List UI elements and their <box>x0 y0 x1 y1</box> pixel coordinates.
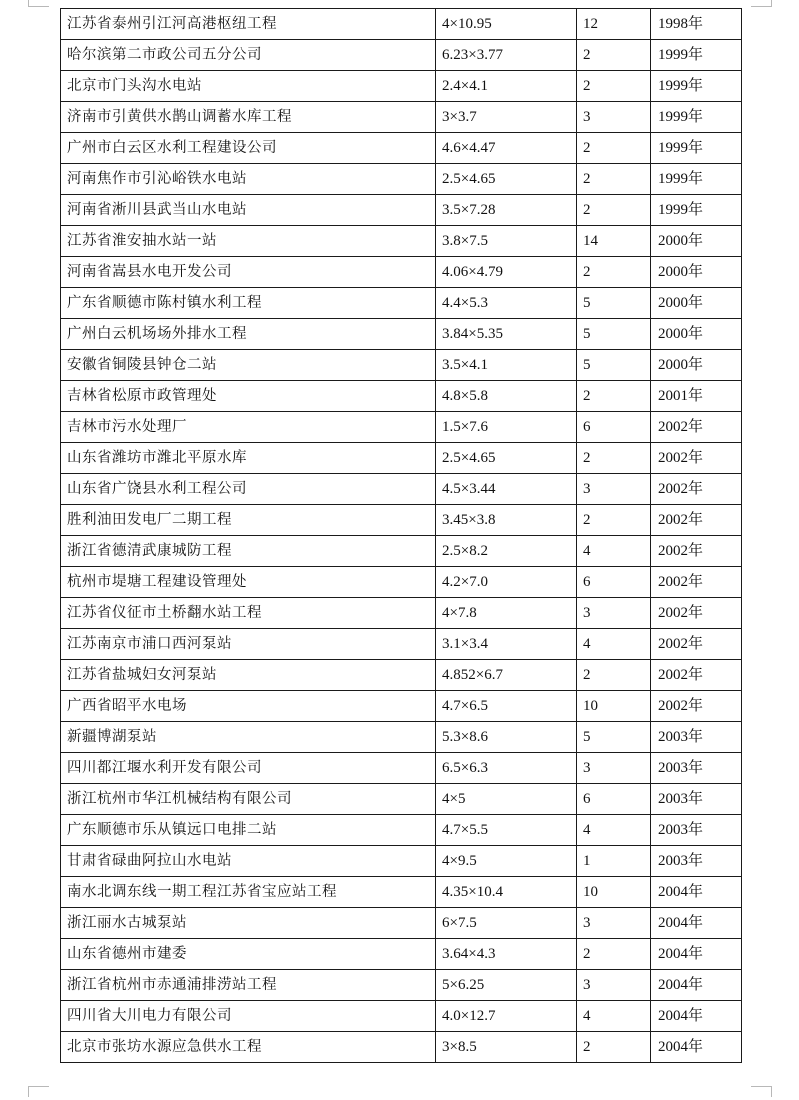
project-name-cell: 广西省昭平水电场 <box>61 691 436 722</box>
year-cell: 2002年 <box>651 505 742 536</box>
project-name-cell: 吉林省松原市政管理处 <box>61 381 436 412</box>
project-name-cell: 河南省嵩县水电开发公司 <box>61 257 436 288</box>
year-cell: 2004年 <box>651 939 742 970</box>
quantity-cell: 3 <box>577 598 651 629</box>
gate-size-cell: 4×5 <box>436 784 577 815</box>
gate-size-cell: 4.06×4.79 <box>436 257 577 288</box>
gate-size-cell: 3.84×5.35 <box>436 319 577 350</box>
quantity-cell: 6 <box>577 784 651 815</box>
table-row <box>61 40 742 71</box>
page-corner-mark <box>28 0 49 7</box>
gate-size-cell: 2.5×4.65 <box>436 164 577 195</box>
project-name-cell: 甘肃省碌曲阿拉山水电站 <box>61 846 436 877</box>
gate-size-cell: 3.64×4.3 <box>436 939 577 970</box>
gate-size-cell: 4×9.5 <box>436 846 577 877</box>
table-row <box>61 691 742 722</box>
table-row <box>61 877 742 908</box>
year-cell: 2002年 <box>651 629 742 660</box>
table-row <box>61 567 742 598</box>
table-row <box>61 598 742 629</box>
gate-size-cell: 6.23×3.77 <box>436 40 577 71</box>
project-name-cell: 江苏省淮安抽水站一站 <box>61 226 436 257</box>
page-corner-mark <box>751 1086 772 1097</box>
project-name-cell: 江苏省盐城妇女河泵站 <box>61 660 436 691</box>
quantity-cell: 10 <box>577 877 651 908</box>
table-body <box>61 9 742 1063</box>
project-name-cell: 广州白云机场场外排水工程 <box>61 319 436 350</box>
table-row <box>61 846 742 877</box>
project-name-cell: 江苏省仪征市土桥翻水站工程 <box>61 598 436 629</box>
gate-size-cell: 5×6.25 <box>436 970 577 1001</box>
project-name-cell: 河南省淅川县武当山水电站 <box>61 195 436 226</box>
gate-size-cell: 1.5×7.6 <box>436 412 577 443</box>
table-row <box>61 71 742 102</box>
year-cell: 2004年 <box>651 908 742 939</box>
gate-size-cell: 4×10.95 <box>436 9 577 40</box>
table-row <box>61 102 742 133</box>
quantity-cell: 2 <box>577 443 651 474</box>
project-name-cell: 胜利油田发电厂二期工程 <box>61 505 436 536</box>
year-cell: 2002年 <box>651 443 742 474</box>
quantity-cell: 2 <box>577 195 651 226</box>
quantity-cell: 10 <box>577 691 651 722</box>
table-row <box>61 629 742 660</box>
project-name-cell: 济南市引黄供水鹊山调蓄水库工程 <box>61 102 436 133</box>
year-cell: 2004年 <box>651 1001 742 1032</box>
project-name-cell: 浙江丽水古城泵站 <box>61 908 436 939</box>
quantity-cell: 2 <box>577 660 651 691</box>
gate-size-cell: 4.7×5.5 <box>436 815 577 846</box>
gate-size-cell: 4.852×6.7 <box>436 660 577 691</box>
year-cell: 2000年 <box>651 319 742 350</box>
gate-size-cell: 4.35×10.4 <box>436 877 577 908</box>
table-row <box>61 350 742 381</box>
table-row <box>61 133 742 164</box>
table-row <box>61 257 742 288</box>
gate-size-cell: 6×7.5 <box>436 908 577 939</box>
year-cell: 2000年 <box>651 350 742 381</box>
gate-size-cell: 3.5×7.28 <box>436 195 577 226</box>
year-cell: 2000年 <box>651 226 742 257</box>
project-name-cell: 河南焦作市引沁峪铁水电站 <box>61 164 436 195</box>
quantity-cell: 2 <box>577 505 651 536</box>
year-cell: 2002年 <box>651 598 742 629</box>
year-cell: 2001年 <box>651 381 742 412</box>
project-name-cell: 广东省顺德市陈村镇水利工程 <box>61 288 436 319</box>
page-corner-mark <box>751 0 772 7</box>
quantity-cell: 5 <box>577 350 651 381</box>
quantity-cell: 2 <box>577 40 651 71</box>
quantity-cell: 4 <box>577 1001 651 1032</box>
table-row <box>61 164 742 195</box>
project-name-cell: 北京市张坊水源应急供水工程 <box>61 1032 436 1063</box>
quantity-cell: 3 <box>577 908 651 939</box>
quantity-cell: 6 <box>577 567 651 598</box>
project-name-cell: 浙江省德清武康城防工程 <box>61 536 436 567</box>
year-cell: 2003年 <box>651 784 742 815</box>
year-cell: 2003年 <box>651 722 742 753</box>
project-name-cell: 江苏省泰州引江河高港枢纽工程 <box>61 9 436 40</box>
table-row <box>61 784 742 815</box>
year-cell: 1999年 <box>651 195 742 226</box>
table-row <box>61 443 742 474</box>
table-row <box>61 536 742 567</box>
year-cell: 2002年 <box>651 412 742 443</box>
gate-size-cell: 4.5×3.44 <box>436 474 577 505</box>
year-cell: 2002年 <box>651 536 742 567</box>
gate-size-cell: 4.4×5.3 <box>436 288 577 319</box>
year-cell: 2000年 <box>651 288 742 319</box>
project-name-cell: 江苏南京市浦口西河泵站 <box>61 629 436 660</box>
project-name-cell: 哈尔滨第二市政公司五分公司 <box>61 40 436 71</box>
table-row <box>61 1032 742 1063</box>
quantity-cell: 2 <box>577 1032 651 1063</box>
quantity-cell: 6 <box>577 412 651 443</box>
quantity-cell: 3 <box>577 753 651 784</box>
table-row <box>61 195 742 226</box>
project-name-cell: 山东省潍坊市潍北平原水库 <box>61 443 436 474</box>
year-cell: 2003年 <box>651 815 742 846</box>
year-cell: 2003年 <box>651 753 742 784</box>
quantity-cell: 1 <box>577 846 651 877</box>
quantity-cell: 2 <box>577 381 651 412</box>
project-name-cell: 浙江省杭州市赤通浦排涝站工程 <box>61 970 436 1001</box>
gate-size-cell: 3.8×7.5 <box>436 226 577 257</box>
project-name-cell: 山东省广饶县水利工程公司 <box>61 474 436 505</box>
quantity-cell: 5 <box>577 722 651 753</box>
year-cell: 2002年 <box>651 474 742 505</box>
project-name-cell: 四川省大川电力有限公司 <box>61 1001 436 1032</box>
table-row <box>61 288 742 319</box>
year-cell: 1999年 <box>651 102 742 133</box>
table-row <box>61 660 742 691</box>
year-cell: 2004年 <box>651 877 742 908</box>
year-cell: 2002年 <box>651 691 742 722</box>
gate-size-cell: 4.7×6.5 <box>436 691 577 722</box>
quantity-cell: 2 <box>577 257 651 288</box>
page-corner-mark <box>28 1086 49 1097</box>
table-row <box>61 412 742 443</box>
table-row <box>61 505 742 536</box>
table-row <box>61 908 742 939</box>
year-cell: 2002年 <box>651 567 742 598</box>
quantity-cell: 5 <box>577 288 651 319</box>
quantity-cell: 3 <box>577 970 651 1001</box>
project-records-table <box>60 8 742 1063</box>
project-name-cell: 安徽省铜陵县钟仓二站 <box>61 350 436 381</box>
quantity-cell: 3 <box>577 102 651 133</box>
table-row <box>61 381 742 412</box>
table-row <box>61 753 742 784</box>
project-name-cell: 杭州市堤塘工程建设管理处 <box>61 567 436 598</box>
gate-size-cell: 3.1×3.4 <box>436 629 577 660</box>
year-cell: 2002年 <box>651 660 742 691</box>
table-row <box>61 226 742 257</box>
gate-size-cell: 4.2×7.0 <box>436 567 577 598</box>
table-row <box>61 1001 742 1032</box>
project-name-cell: 广州市白云区水利工程建设公司 <box>61 133 436 164</box>
year-cell: 2000年 <box>651 257 742 288</box>
quantity-cell: 4 <box>577 629 651 660</box>
gate-size-cell: 2.5×4.65 <box>436 443 577 474</box>
project-name-cell: 四川都江堰水利开发有限公司 <box>61 753 436 784</box>
quantity-cell: 5 <box>577 319 651 350</box>
year-cell: 1998年 <box>651 9 742 40</box>
year-cell: 2003年 <box>651 846 742 877</box>
gate-size-cell: 4.8×5.8 <box>436 381 577 412</box>
gate-size-cell: 4.6×4.47 <box>436 133 577 164</box>
table-row <box>61 939 742 970</box>
project-name-cell: 北京市门头沟水电站 <box>61 71 436 102</box>
project-name-cell: 浙江杭州市华江机械结构有限公司 <box>61 784 436 815</box>
table-row <box>61 970 742 1001</box>
quantity-cell: 12 <box>577 9 651 40</box>
table-row <box>61 722 742 753</box>
project-name-cell: 山东省德州市建委 <box>61 939 436 970</box>
project-name-cell: 新疆博湖泵站 <box>61 722 436 753</box>
table-row <box>61 9 742 40</box>
gate-size-cell: 4.0×12.7 <box>436 1001 577 1032</box>
quantity-cell: 4 <box>577 815 651 846</box>
quantity-cell: 2 <box>577 133 651 164</box>
year-cell: 1999年 <box>651 164 742 195</box>
quantity-cell: 2 <box>577 164 651 195</box>
year-cell: 2004年 <box>651 1032 742 1063</box>
gate-size-cell: 3×8.5 <box>436 1032 577 1063</box>
gate-size-cell: 4×7.8 <box>436 598 577 629</box>
year-cell: 1999年 <box>651 133 742 164</box>
gate-size-cell: 2.5×8.2 <box>436 536 577 567</box>
quantity-cell: 2 <box>577 939 651 970</box>
gate-size-cell: 3×3.7 <box>436 102 577 133</box>
gate-size-cell: 6.5×6.3 <box>436 753 577 784</box>
quantity-cell: 14 <box>577 226 651 257</box>
project-name-cell: 广东顺德市乐从镇远口电排二站 <box>61 815 436 846</box>
project-name-cell: 南水北调东线一期工程江苏省宝应站工程 <box>61 877 436 908</box>
quantity-cell: 3 <box>577 474 651 505</box>
table-row <box>61 474 742 505</box>
gate-size-cell: 3.45×3.8 <box>436 505 577 536</box>
year-cell: 1999年 <box>651 71 742 102</box>
quantity-cell: 2 <box>577 71 651 102</box>
year-cell: 1999年 <box>651 40 742 71</box>
gate-size-cell: 3.5×4.1 <box>436 350 577 381</box>
table-row <box>61 319 742 350</box>
project-name-cell: 吉林市污水处理厂 <box>61 412 436 443</box>
table-row <box>61 815 742 846</box>
quantity-cell: 4 <box>577 536 651 567</box>
gate-size-cell: 5.3×8.6 <box>436 722 577 753</box>
year-cell: 2004年 <box>651 970 742 1001</box>
gate-size-cell: 2.4×4.1 <box>436 71 577 102</box>
